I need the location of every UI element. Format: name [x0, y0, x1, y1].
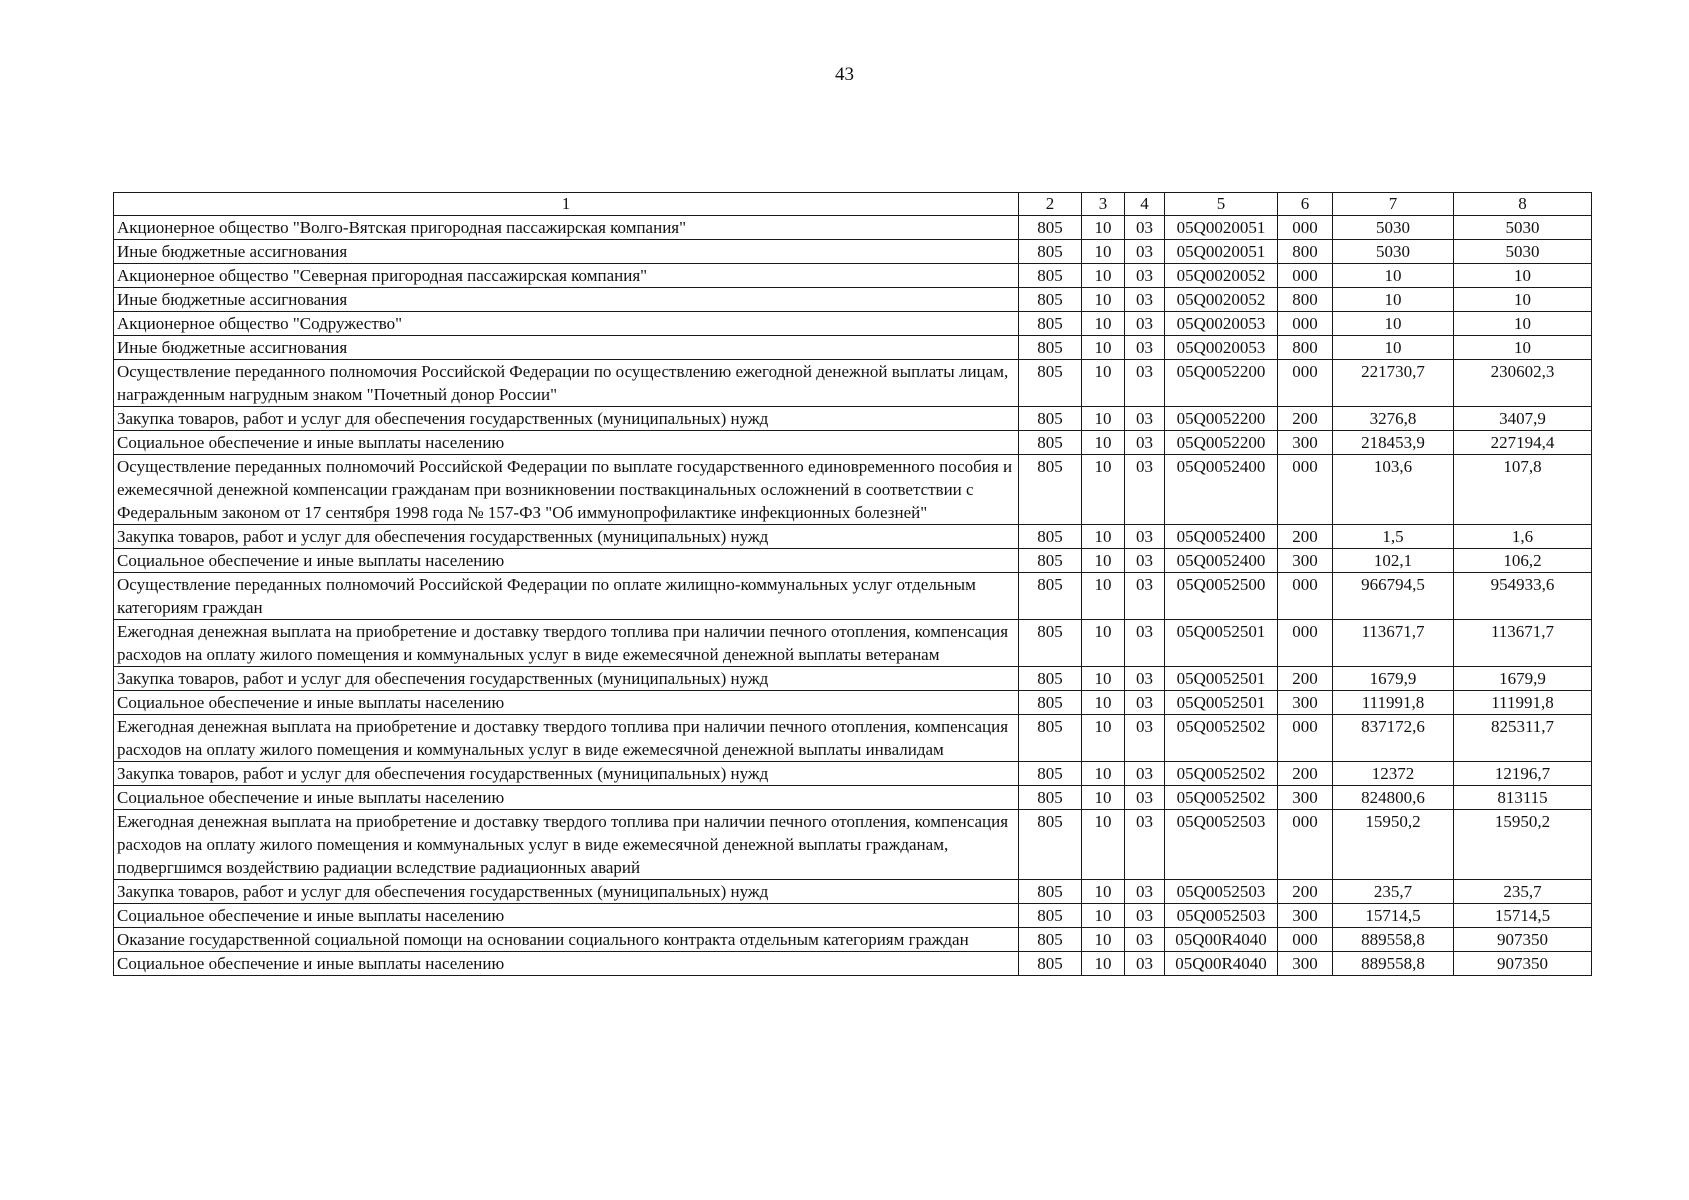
cell-expense-type: 000: [1278, 573, 1333, 620]
column-header: 1: [114, 193, 1019, 216]
cell-target-article: 05Q00R4040: [1165, 952, 1278, 976]
cell-amount-col8: 12196,7: [1454, 762, 1592, 786]
table-row: [114, 288, 1592, 312]
cell-section: 10: [1082, 762, 1125, 786]
table-row: [114, 240, 1592, 264]
cell-name: Оказание государственной социальной помощи на основании социального контракта отдельным категориям граждан: [114, 928, 1019, 952]
cell-amount-col8: 954933,6: [1454, 573, 1592, 620]
cell-name: Закупка товаров, работ и услуг для обеспечения государственных (муниципальных) нужд: [114, 407, 1019, 431]
cell-amount-col8: 813115: [1454, 786, 1592, 810]
cell-amount-col7: 10: [1333, 264, 1454, 288]
cell-subsection: 03: [1125, 549, 1165, 573]
cell-subsection: 03: [1125, 264, 1165, 288]
cell-ministry-code: 805: [1019, 312, 1082, 336]
cell-amount-col7: 221730,7: [1333, 360, 1454, 407]
cell-expense-type: 300: [1278, 431, 1333, 455]
cell-ministry-code: 805: [1019, 336, 1082, 360]
cell-name: Социальное обеспечение и иные выплаты населению: [114, 786, 1019, 810]
table-header-row: [114, 193, 1592, 216]
cell-section: 10: [1082, 312, 1125, 336]
cell-section: 10: [1082, 952, 1125, 976]
cell-amount-col8: 107,8: [1454, 455, 1592, 525]
cell-amount-col8: 230602,3: [1454, 360, 1592, 407]
table-row: [114, 880, 1592, 904]
cell-section: 10: [1082, 691, 1125, 715]
cell-section: 10: [1082, 360, 1125, 407]
cell-subsection: 03: [1125, 810, 1165, 880]
cell-name: Ежегодная денежная выплата на приобретение и доставку твердого топлива при наличии печного отопления, компенсация расходов на оплату жилого помещения и коммунальных услуг в виде ежемесячной денежной выплаты ветеранам: [114, 620, 1019, 667]
cell-amount-col7: 235,7: [1333, 880, 1454, 904]
cell-name: Социальное обеспечение и иные выплаты населению: [114, 904, 1019, 928]
cell-section: 10: [1082, 715, 1125, 762]
cell-amount-col7: 111991,8: [1333, 691, 1454, 715]
cell-expense-type: 300: [1278, 786, 1333, 810]
table-row: [114, 715, 1592, 762]
cell-amount-col8: 113671,7: [1454, 620, 1592, 667]
cell-subsection: 03: [1125, 312, 1165, 336]
table-row: [114, 431, 1592, 455]
cell-section: 10: [1082, 810, 1125, 880]
cell-expense-type: 000: [1278, 216, 1333, 240]
cell-name: Акционерное общество "Северная пригородная пассажирская компания": [114, 264, 1019, 288]
table-row: [114, 691, 1592, 715]
cell-amount-col7: 966794,5: [1333, 573, 1454, 620]
table-row: [114, 549, 1592, 573]
cell-subsection: 03: [1125, 620, 1165, 667]
cell-ministry-code: 805: [1019, 431, 1082, 455]
table-row: [114, 336, 1592, 360]
cell-amount-col8: 10: [1454, 312, 1592, 336]
cell-target-article: 05Q0052400: [1165, 455, 1278, 525]
cell-target-article: 05Q0020052: [1165, 288, 1278, 312]
cell-amount-col8: 10: [1454, 288, 1592, 312]
cell-amount-col8: 10: [1454, 336, 1592, 360]
cell-amount-col7: 218453,9: [1333, 431, 1454, 455]
table-row: [114, 525, 1592, 549]
cell-amount-col7: 10: [1333, 288, 1454, 312]
cell-expense-type: 300: [1278, 904, 1333, 928]
cell-subsection: 03: [1125, 525, 1165, 549]
table-row: [114, 952, 1592, 976]
cell-ministry-code: 805: [1019, 264, 1082, 288]
cell-amount-col8: 5030: [1454, 216, 1592, 240]
cell-section: 10: [1082, 620, 1125, 667]
cell-section: 10: [1082, 431, 1125, 455]
cell-subsection: 03: [1125, 288, 1165, 312]
cell-amount-col7: 103,6: [1333, 455, 1454, 525]
cell-expense-type: 200: [1278, 407, 1333, 431]
cell-amount-col8: 907350: [1454, 928, 1592, 952]
cell-target-article: 05Q0052200: [1165, 360, 1278, 407]
column-header: 2: [1019, 193, 1082, 216]
column-header: 6: [1278, 193, 1333, 216]
table-row: [114, 407, 1592, 431]
cell-section: 10: [1082, 573, 1125, 620]
cell-target-article: 05Q00R4040: [1165, 928, 1278, 952]
cell-name: Осуществление переданного полномочия Российской Федерации по осуществлению ежегодной денежной выплаты лицам, награжденным нагрудным знаком "Почетный донор России": [114, 360, 1019, 407]
cell-subsection: 03: [1125, 786, 1165, 810]
cell-amount-col8: 235,7: [1454, 880, 1592, 904]
cell-amount-col8: 1679,9: [1454, 667, 1592, 691]
cell-name: Социальное обеспечение и иные выплаты населению: [114, 691, 1019, 715]
cell-amount-col8: 1,6: [1454, 525, 1592, 549]
cell-section: 10: [1082, 336, 1125, 360]
cell-target-article: 05Q0020051: [1165, 216, 1278, 240]
cell-target-article: 05Q0020053: [1165, 312, 1278, 336]
cell-section: 10: [1082, 455, 1125, 525]
cell-subsection: 03: [1125, 336, 1165, 360]
cell-expense-type: 300: [1278, 691, 1333, 715]
cell-section: 10: [1082, 786, 1125, 810]
cell-subsection: 03: [1125, 455, 1165, 525]
cell-expense-type: 000: [1278, 264, 1333, 288]
cell-target-article: 05Q0052200: [1165, 407, 1278, 431]
table-row: [114, 620, 1592, 667]
cell-target-article: 05Q0052501: [1165, 620, 1278, 667]
cell-amount-col7: 3276,8: [1333, 407, 1454, 431]
cell-section: 10: [1082, 880, 1125, 904]
cell-subsection: 03: [1125, 216, 1165, 240]
cell-amount-col7: 5030: [1333, 216, 1454, 240]
cell-name: Иные бюджетные ассигнования: [114, 288, 1019, 312]
cell-amount-col8: 5030: [1454, 240, 1592, 264]
cell-section: 10: [1082, 667, 1125, 691]
cell-expense-type: 800: [1278, 288, 1333, 312]
cell-ministry-code: 805: [1019, 407, 1082, 431]
cell-target-article: 05Q0052502: [1165, 762, 1278, 786]
cell-amount-col7: 113671,7: [1333, 620, 1454, 667]
table-row: [114, 786, 1592, 810]
cell-ministry-code: 805: [1019, 455, 1082, 525]
cell-amount-col7: 10: [1333, 312, 1454, 336]
cell-target-article: 05Q0052501: [1165, 667, 1278, 691]
cell-expense-type: 000: [1278, 715, 1333, 762]
budget-table: [113, 192, 1592, 976]
cell-name: Акционерное общество "Волго-Вятская пригородная пассажирская компания": [114, 216, 1019, 240]
cell-amount-col8: 227194,4: [1454, 431, 1592, 455]
table-row: [114, 904, 1592, 928]
cell-expense-type: 300: [1278, 952, 1333, 976]
cell-amount-col8: 15950,2: [1454, 810, 1592, 880]
table-row: [114, 810, 1592, 880]
cell-expense-type: 000: [1278, 620, 1333, 667]
cell-ministry-code: 805: [1019, 240, 1082, 264]
cell-ministry-code: 805: [1019, 667, 1082, 691]
cell-amount-col7: 5030: [1333, 240, 1454, 264]
cell-amount-col8: 825311,7: [1454, 715, 1592, 762]
cell-ministry-code: 805: [1019, 360, 1082, 407]
cell-amount-col7: 1,5: [1333, 525, 1454, 549]
cell-ministry-code: 805: [1019, 810, 1082, 880]
cell-target-article: 05Q0052500: [1165, 573, 1278, 620]
cell-target-article: 05Q0020052: [1165, 264, 1278, 288]
cell-ministry-code: 805: [1019, 620, 1082, 667]
cell-name: Ежегодная денежная выплата на приобретение и доставку твердого топлива при наличии печного отопления, компенсация расходов на оплату жилого помещения и коммунальных услуг в виде ежемесячной денежной выплаты инвалидам: [114, 715, 1019, 762]
table-row: [114, 667, 1592, 691]
cell-name: Закупка товаров, работ и услуг для обеспечения государственных (муниципальных) нужд: [114, 525, 1019, 549]
cell-amount-col7: 15950,2: [1333, 810, 1454, 880]
cell-amount-col7: 102,1: [1333, 549, 1454, 573]
cell-ministry-code: 805: [1019, 288, 1082, 312]
cell-amount-col8: 3407,9: [1454, 407, 1592, 431]
cell-amount-col8: 111991,8: [1454, 691, 1592, 715]
cell-name: Иные бюджетные ассигнования: [114, 336, 1019, 360]
cell-ministry-code: 805: [1019, 549, 1082, 573]
column-header: 3: [1082, 193, 1125, 216]
cell-amount-col7: 889558,8: [1333, 928, 1454, 952]
cell-section: 10: [1082, 264, 1125, 288]
cell-amount-col8: 106,2: [1454, 549, 1592, 573]
page-number: 43: [835, 64, 854, 85]
cell-section: 10: [1082, 928, 1125, 952]
cell-section: 10: [1082, 240, 1125, 264]
column-header: 8: [1454, 193, 1592, 216]
table-row: [114, 264, 1592, 288]
cell-subsection: 03: [1125, 407, 1165, 431]
cell-expense-type: 200: [1278, 667, 1333, 691]
column-header: 5: [1165, 193, 1278, 216]
cell-ministry-code: 805: [1019, 952, 1082, 976]
cell-amount-col7: 1679,9: [1333, 667, 1454, 691]
cell-target-article: 05Q0052503: [1165, 880, 1278, 904]
cell-amount-col8: 15714,5: [1454, 904, 1592, 928]
table-row: [114, 762, 1592, 786]
cell-target-article: 05Q0020053: [1165, 336, 1278, 360]
cell-ministry-code: 805: [1019, 762, 1082, 786]
cell-amount-col7: 15714,5: [1333, 904, 1454, 928]
cell-amount-col7: 889558,8: [1333, 952, 1454, 976]
cell-expense-type: 000: [1278, 312, 1333, 336]
cell-subsection: 03: [1125, 360, 1165, 407]
cell-expense-type: 200: [1278, 880, 1333, 904]
table-body: [114, 216, 1592, 976]
cell-target-article: 05Q0052400: [1165, 525, 1278, 549]
table-row: [114, 312, 1592, 336]
cell-section: 10: [1082, 216, 1125, 240]
column-header: 7: [1333, 193, 1454, 216]
cell-expense-type: 000: [1278, 810, 1333, 880]
cell-target-article: 05Q0052503: [1165, 810, 1278, 880]
cell-name: Акционерное общество "Содружество": [114, 312, 1019, 336]
cell-expense-type: 200: [1278, 525, 1333, 549]
cell-name: Социальное обеспечение и иные выплаты населению: [114, 952, 1019, 976]
cell-subsection: 03: [1125, 573, 1165, 620]
cell-subsection: 03: [1125, 880, 1165, 904]
cell-ministry-code: 805: [1019, 880, 1082, 904]
cell-expense-type: 800: [1278, 336, 1333, 360]
cell-expense-type: 300: [1278, 549, 1333, 573]
table-row: [114, 573, 1592, 620]
table-row: [114, 455, 1592, 525]
cell-section: 10: [1082, 549, 1125, 573]
column-header: 4: [1125, 193, 1165, 216]
cell-ministry-code: 805: [1019, 691, 1082, 715]
cell-target-article: 05Q0052400: [1165, 549, 1278, 573]
cell-expense-type: 800: [1278, 240, 1333, 264]
cell-name: Ежегодная денежная выплата на приобретение и доставку твердого топлива при наличии печного отопления, компенсация расходов на оплату жилого помещения и коммунальных услуг в виде ежемесячной денежной выплаты гражданам, подвергшимся воздействию радиации вследствие радиационных аварий: [114, 810, 1019, 880]
cell-name: Осуществление переданных полномочий Российской Федерации по оплате жилищно-коммунальных услуг отдельным категориям граждан: [114, 573, 1019, 620]
cell-amount-col7: 837172,6: [1333, 715, 1454, 762]
cell-ministry-code: 805: [1019, 904, 1082, 928]
cell-subsection: 03: [1125, 928, 1165, 952]
cell-amount-col8: 907350: [1454, 952, 1592, 976]
cell-expense-type: 000: [1278, 928, 1333, 952]
cell-target-article: 05Q0052502: [1165, 715, 1278, 762]
cell-subsection: 03: [1125, 952, 1165, 976]
cell-target-article: 05Q0052501: [1165, 691, 1278, 715]
cell-section: 10: [1082, 525, 1125, 549]
cell-subsection: 03: [1125, 904, 1165, 928]
table-row: [114, 216, 1592, 240]
cell-ministry-code: 805: [1019, 715, 1082, 762]
cell-expense-type: 000: [1278, 455, 1333, 525]
cell-name: Иные бюджетные ассигнования: [114, 240, 1019, 264]
cell-name: Социальное обеспечение и иные выплаты населению: [114, 431, 1019, 455]
cell-ministry-code: 805: [1019, 525, 1082, 549]
cell-ministry-code: 805: [1019, 928, 1082, 952]
cell-section: 10: [1082, 288, 1125, 312]
cell-section: 10: [1082, 407, 1125, 431]
cell-expense-type: 200: [1278, 762, 1333, 786]
cell-amount-col7: 10: [1333, 336, 1454, 360]
cell-name: Закупка товаров, работ и услуг для обеспечения государственных (муниципальных) нужд: [114, 667, 1019, 691]
cell-subsection: 03: [1125, 240, 1165, 264]
cell-subsection: 03: [1125, 691, 1165, 715]
cell-ministry-code: 805: [1019, 786, 1082, 810]
table-row: [114, 928, 1592, 952]
cell-name: Закупка товаров, работ и услуг для обеспечения государственных (муниципальных) нужд: [114, 762, 1019, 786]
cell-target-article: 05Q0020051: [1165, 240, 1278, 264]
cell-name: Социальное обеспечение и иные выплаты населению: [114, 549, 1019, 573]
cell-subsection: 03: [1125, 715, 1165, 762]
table-row: [114, 360, 1592, 407]
cell-amount-col8: 10: [1454, 264, 1592, 288]
cell-target-article: 05Q0052502: [1165, 786, 1278, 810]
cell-expense-type: 000: [1278, 360, 1333, 407]
cell-section: 10: [1082, 904, 1125, 928]
cell-amount-col7: 824800,6: [1333, 786, 1454, 810]
cell-ministry-code: 805: [1019, 573, 1082, 620]
cell-target-article: 05Q0052503: [1165, 904, 1278, 928]
cell-subsection: 03: [1125, 762, 1165, 786]
cell-name: Осуществление переданных полномочий Российской Федерации по выплате государственного единовременного пособия и ежемесячной денежной компенсации гражданам при возникновении поствакцинальных осложнений в соответствии с Федеральным законом от 17 сентября 1998 года № 157-ФЗ "Об иммунопрофилактике инфекционных болезней": [114, 455, 1019, 525]
cell-amount-col7: 12372: [1333, 762, 1454, 786]
cell-target-article: 05Q0052200: [1165, 431, 1278, 455]
cell-name: Закупка товаров, работ и услуг для обеспечения государственных (муниципальных) нужд: [114, 880, 1019, 904]
cell-ministry-code: 805: [1019, 216, 1082, 240]
cell-subsection: 03: [1125, 431, 1165, 455]
cell-subsection: 03: [1125, 667, 1165, 691]
